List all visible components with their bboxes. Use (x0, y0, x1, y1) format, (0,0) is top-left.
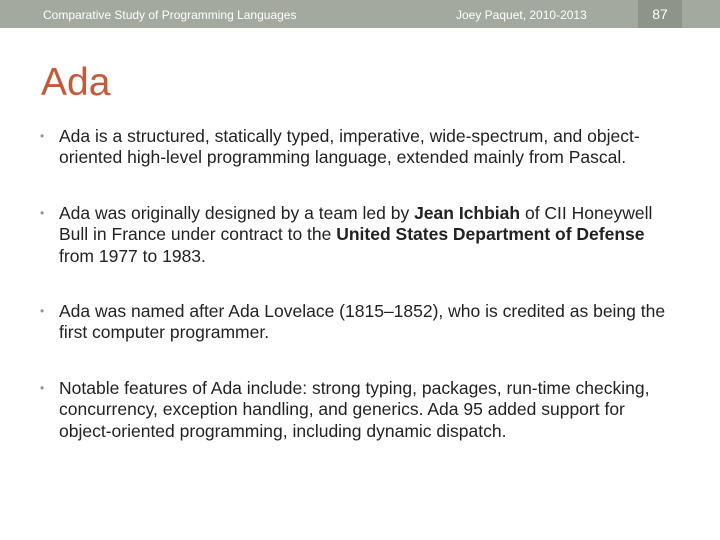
bullet-item (40, 301, 680, 344)
bullet-list (40, 126, 680, 442)
page-number: 87 (638, 0, 682, 28)
bullet-text-part: Ada was originally designed by a team led by (59, 202, 415, 223)
bullet-text: Ada is a structured, statically typed, imperative, wide-spectrum, and object-oriented high-level programming language, extended mainly from Pascal. (59, 126, 640, 168)
bullet-item (40, 378, 680, 442)
header-bar (0, 0, 720, 28)
bullet-item (40, 126, 680, 169)
course-title: Comparative Study of Programming Languages (43, 8, 297, 22)
bullet-emphasis: United States Department of Defense (336, 224, 645, 245)
bullet-marker: • (40, 380, 45, 395)
bullet-text: Notable features of Ada include: strong typing, packages, run-time checking, concurrency, exception handling, and generics. Ada 95 added support for object-oriented programming, including dynamic dispatch. (59, 377, 650, 441)
bullet-item (40, 203, 680, 267)
bullet-text-part: from 1977 to 1983. (59, 245, 206, 266)
author-credit: Joey Paquet, 2010-2013 (456, 8, 587, 22)
bullet-marker: • (40, 129, 45, 143)
bullet-text-part: of CII Honeywell Bull in France under contract to the (59, 202, 653, 245)
bullet-text: Ada was named after Ada Lovelace (1815–1852), who is credited as being the first computer programmer. (59, 301, 666, 343)
slide-title: Ada (41, 61, 111, 104)
bullet-marker: • (40, 304, 45, 319)
bullet-marker: • (40, 205, 45, 220)
bullet-emphasis: Jean Ichbiah (414, 202, 521, 223)
